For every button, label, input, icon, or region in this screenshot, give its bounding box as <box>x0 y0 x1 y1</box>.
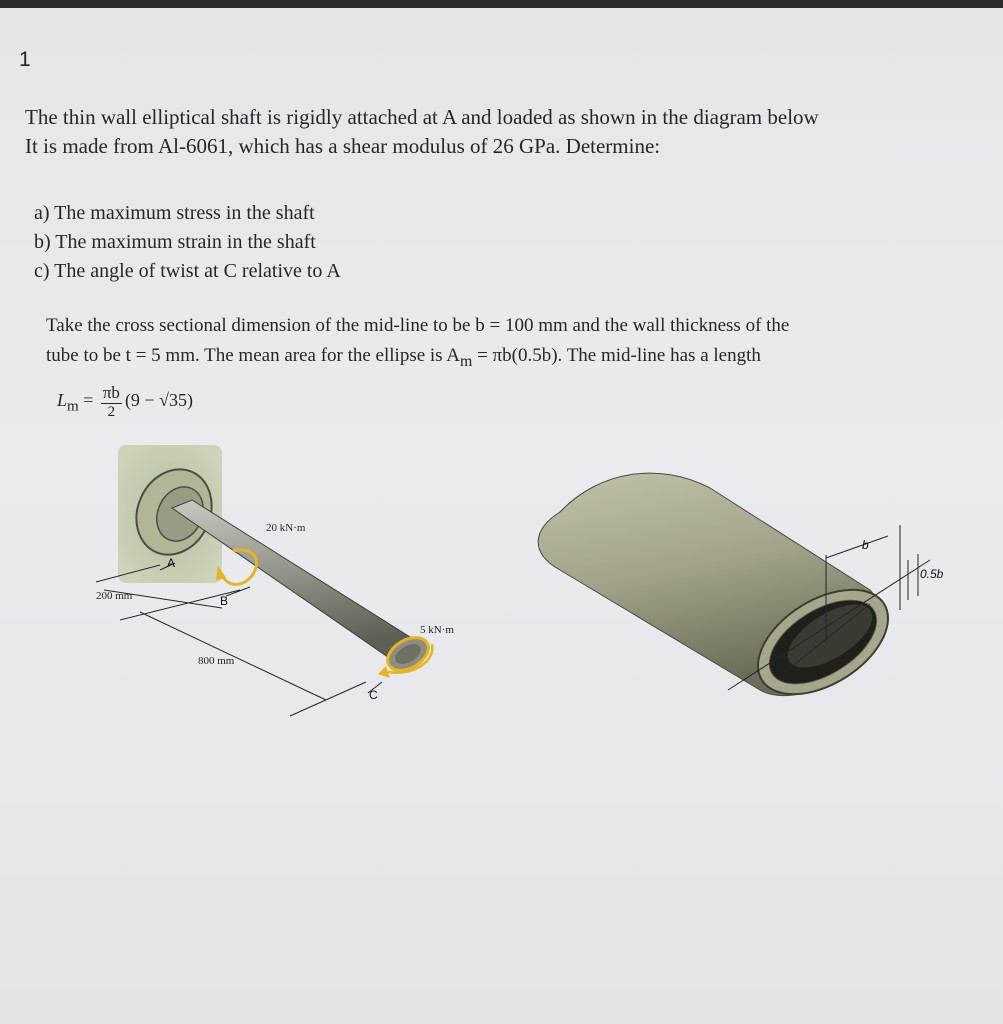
intro-line: It is made from Al-6061, which has a shear modulus of 26 GPa. Determine: <box>25 134 661 158</box>
eq-fraction <box>101 383 122 421</box>
mean-area-text: tube to be t = 5 mm. The mean area for the ellipse is A <box>46 345 461 366</box>
eq-fraction-denominator: 2 <box>107 404 116 420</box>
point-label-b: B <box>220 594 229 608</box>
part-c: c) The angle of twist at C relative to A <box>34 260 341 282</box>
length-label-bc: 800 mm <box>198 655 235 667</box>
paragraph-line: Take the cross sectional dimension of the mid-line to be b = 100 mm and the wall thickness of the <box>46 315 790 336</box>
intro-line: The thin wall elliptical shaft is rigidly attached at A and loaded as shown in the diagram below <box>25 105 819 129</box>
area-subscript: m <box>460 352 473 370</box>
midline-length-equation <box>57 383 193 421</box>
part-b: b) The maximum strain in the shaft <box>34 231 316 253</box>
part-a: a) The maximum stress in the shaft <box>34 202 315 224</box>
eq-equals: = <box>83 390 94 411</box>
eq-rest: (9 − √35) <box>124 390 193 411</box>
mean-area-formula: = πb(0.5b). The mid-line has a length <box>477 345 761 366</box>
shaft-diagram <box>0 430 1003 730</box>
dim-b-line <box>826 536 888 558</box>
point-label-c: C <box>369 688 378 702</box>
question-parts <box>34 199 341 286</box>
leader-b <box>226 587 250 596</box>
torque-label-b: 20 kN·m <box>266 522 306 534</box>
eq-fraction-numerator: πb <box>102 383 120 402</box>
given-data-paragraph <box>46 311 996 377</box>
length-label-ab: 200 mm <box>96 590 133 602</box>
torque-label-c: 5 kN·m <box>420 624 454 636</box>
question-intro <box>25 103 1003 161</box>
dim-line-c <box>290 682 366 716</box>
dimension-label-b: b <box>862 538 869 552</box>
eq-lhs-subscript: m <box>67 398 79 415</box>
question-number: 1 <box>19 48 31 71</box>
paragraph-line <box>46 341 996 377</box>
point-label-a: A <box>167 556 176 570</box>
dimension-label-half-b: 0.5b <box>920 567 944 581</box>
top-bezel <box>0 0 1003 8</box>
eq-lhs: L <box>57 390 68 411</box>
